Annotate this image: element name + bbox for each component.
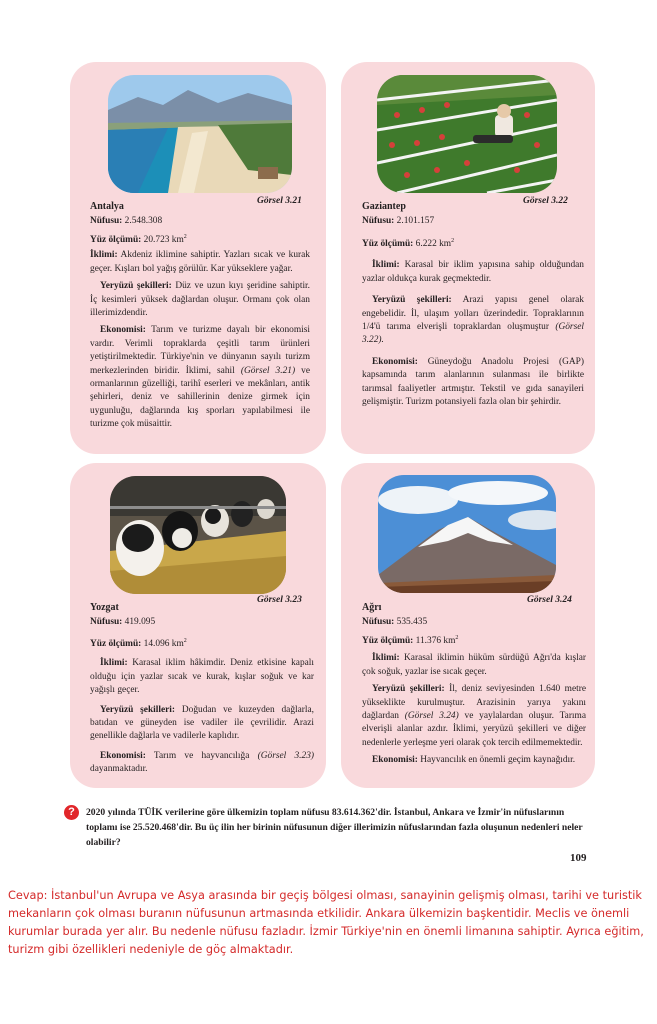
population-row: Nüfusu: 2.101.157 bbox=[362, 216, 435, 227]
area-value: 6.222 km bbox=[415, 238, 452, 249]
climate-paragraph: İklimi: Karasal iklimin hüküm sürdüğü Ağrı'da kışlar çok soğuk, yazlar ise sıcak geçer. bbox=[362, 653, 587, 677]
photo-caption: Görsel 3.23 bbox=[257, 595, 302, 605]
population-row: Nüfusu: 419.095 bbox=[90, 617, 156, 628]
photo-agri-mountain bbox=[378, 475, 556, 593]
city-name: Antalya bbox=[90, 201, 124, 212]
card-text bbox=[90, 601, 314, 781]
area-row: Yüz ölçümü: 14.096 $km^2$ bbox=[90, 637, 187, 649]
city-name: Yozgat bbox=[90, 602, 119, 613]
climate-paragraph: İklimi: Akdeniz iklimine sahiptir. Yazları sıcak ve kurak geçer. Kışları bol yağış görülür. Kar yükseklere yağar. bbox=[90, 250, 310, 274]
page-number: 109 bbox=[570, 852, 587, 864]
population-row: Nüfusu: 535.435 bbox=[362, 617, 428, 628]
question-mark-icon: ? bbox=[64, 805, 79, 820]
photo-yozgat-cattle bbox=[110, 476, 286, 594]
population-value: 535.435 bbox=[396, 617, 428, 628]
economy-paragraph: Ekonomisi: Tarım ve hayvancılığa (Görsel 3.23) dayanmaktadır. bbox=[90, 750, 315, 775]
area-value: 14.096 km bbox=[143, 638, 184, 649]
economy-paragraph: Ekonomisi: Hayvancılık en önemli geçim kaynağıdır. bbox=[372, 755, 576, 766]
climate-paragraph: İklimi: Karasal iklim hâkimdir. Deniz etkisine kapalı olduğu için yazlar sıcak ve kurak, kışlar soğuk ve kar yağışlı geçer. bbox=[90, 658, 314, 696]
population-value: 2.101.157 bbox=[396, 216, 435, 227]
area-row: Yüz ölçümü: 11.376 $km^2$ bbox=[362, 634, 459, 646]
area-value: 11.376 km bbox=[415, 635, 456, 646]
card-yozgat bbox=[70, 463, 326, 788]
photo-caption: Görsel 3.21 bbox=[257, 196, 302, 206]
card-text bbox=[362, 200, 584, 413]
terrain-paragraph: Yeryüzü şekilleri: Arazi yapısı genel olarak engebelidir. İl, ulaşım yolları üzerindedir. Topraklarının 1/4'ü tarıma elverişli topraklardan oluşmuştur (Görsel 3.22). bbox=[362, 295, 584, 346]
population-value: 2.548.308 bbox=[124, 216, 163, 227]
terrain-paragraph: Yeryüzü şekilleri: Düz ve uzun kıyı şeridine sahiptir. İç kesimleri yüksek dağlardan oluşur. Ormanı çok olan illerimizdendir. bbox=[90, 281, 311, 318]
economy-paragraph: Ekonomisi: Güneydoğu Anadolu Projesi (GAP) kapsamında tarım alanlarının sulanması ile birlikte tarımsal faaliyetler artmıştır. Tekstil ve gıda sanayileri gelişmiştir. Turizm potansiyeli fazla olan bir şehirdir. bbox=[362, 356, 585, 407]
photo-gaziantep-field bbox=[377, 75, 557, 193]
climate-paragraph: İklimi: Karasal bir iklim yapısına sahip olduğundan yazlar oldukça kurak geçmektedir. bbox=[362, 260, 584, 284]
area-row: Yüz ölçümü: 20.723 $km^2$ bbox=[90, 233, 187, 245]
photo-antalya-beach bbox=[108, 75, 292, 193]
area-value: 20.723 km bbox=[143, 234, 184, 245]
city-name: Gaziantep bbox=[362, 201, 406, 212]
terrain-paragraph: Yeryüzü şekilleri: İl, deniz seviyesinden 1.640 metre yükseklikte kurulmuştur. Arazisinin yarıya yakını dağlardan (Görsel 3.24) ve yaylalardan oluşur. Tarıma elverişli alanlar azdır. İklimi, yeryüzü şekilleri ve diğer nedenlerle yerleşme yeri olarak çok tercih edilmemektedir. bbox=[362, 684, 587, 748]
photo-caption: Görsel 3.24 bbox=[527, 595, 572, 605]
city-name: Ağrı bbox=[362, 602, 382, 613]
card-gaziantep bbox=[341, 62, 595, 454]
photo-caption: Görsel 3.22 bbox=[523, 196, 568, 206]
card-antalya bbox=[70, 62, 326, 454]
area-row: Yüz ölçümü: 6.222 $km^2$ bbox=[362, 237, 455, 249]
terrain-paragraph: Yeryüzü şekilleri: Doğudan ve kuzeyden dağlarla, batıdan ve güneyden ise vadiler ile çevrilidir. Arazi genellikle dağlarla ve vadilerle kaplıdır. bbox=[90, 704, 315, 742]
population-row: Nüfusu: 2.548.308 bbox=[90, 216, 163, 227]
discussion-question: 2020 yılında TÜİK verilerine göre ülkemizin toplam nüfusu 83.614.362'dir. İstanbul, Ankara ve İzmir'in nüfuslarının toplamı ise 25.520.468'dir. Bu üç ilin her birinin nüfusunun diğer illerimizin nüfuslarından fazla oluşunun nedenleri neler olabilir? bbox=[86, 807, 583, 848]
population-value: 419.095 bbox=[124, 617, 156, 628]
answer-text: Cevap: İstanbul'un Avrupa ve Asya arasında bir geçiş bölgesi olması, sanayinin gelişmiş olması, tarihi ve turistik mekanların çok olması buranın nüfusunun artmasında etkilidir. Ankara ülkemizin başkentidir. Meclis ve önemli kurumlar burada yer alır. Bu nedenle nüfusu fazladır. İzmir Türkiye'nin en önemli limanına sahiptir. Ayrıca eğitim, turizm gibi özellikleri nedeniyle de göç almaktadır. bbox=[8, 889, 644, 956]
economy-paragraph: Ekonomisi: Tarım ve turizme dayalı bir ekonomisi vardır. Verimli topraklarda çeşitli tarım ürünleri yetiştirilmektedir. Türkiye'nin ve dünyanın sayılı turizm merkezlerinden biridir. İklimi, sahil (Görsel 3.21) ve ormanlarının güzelliği, tarihî eserleri ve mekânları, antik şehirleri, deniz ve sahillerinin denize girmek için uygunluğu, dağlarında kış sporları yapılabilmesi ile turizme çok müsaittir. bbox=[90, 325, 311, 430]
card-text bbox=[362, 601, 586, 772]
card-text bbox=[90, 200, 310, 436]
card-agri bbox=[341, 463, 595, 788]
